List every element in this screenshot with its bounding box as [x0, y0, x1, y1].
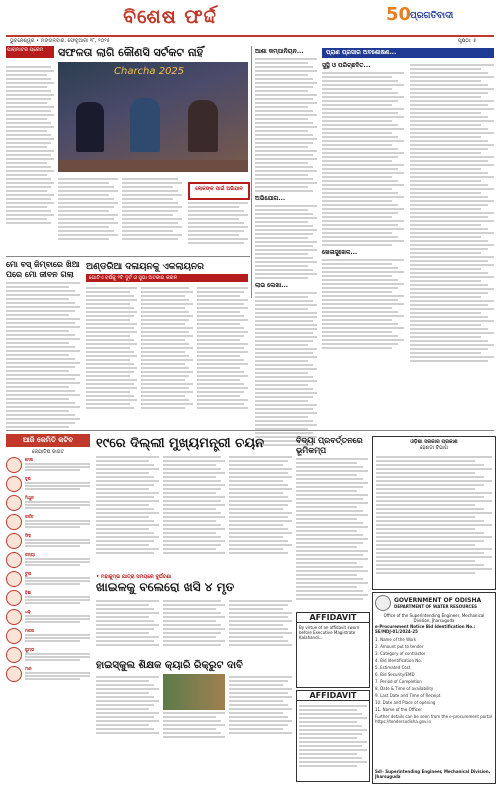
mid-left-headline: ମୋ ବସ୍ ଜିମ୍ବାରେ ଖିଆ ପରେ ମୋ ଜୀବନ ଗଲା	[6, 260, 80, 279]
right-top-headline: ପ୍ରାଣ ପ୍ରସାର ଅବଶୋଷଣ...	[326, 49, 397, 56]
sub-heading-c: ଲାଭ ଲେଖା...	[255, 282, 289, 289]
zodiac-sign-name: ବୃଷ	[25, 476, 31, 481]
mid-center-story	[86, 262, 248, 411]
hostel-story	[96, 660, 292, 740]
horoscope-entry	[6, 476, 90, 492]
zodiac-icon	[6, 533, 22, 549]
govt-notice-no: e-Procurement Notice Bid Identification No.: SE/MDJ-01/2024-25	[375, 624, 476, 634]
govt-item: 11. Name of the Officer	[375, 707, 422, 712]
divider	[251, 46, 252, 298]
govt-item: 5. Estimated Cost	[375, 665, 411, 670]
horoscope-entry	[6, 495, 90, 511]
lead-kicker-box	[6, 46, 54, 58]
govt-items	[373, 637, 495, 724]
lead-col-4	[188, 200, 248, 250]
govt-item: 1. Name of the Work	[375, 637, 417, 642]
govt-item: 9. Last Date and Time of Receipt	[375, 693, 441, 698]
mid-center-sub: ଗୋଟିଏ ବର୍ଷକୁ ୨ଟି ଦୁର୍ଟ ଓ ସୁଭା ଅଟକାଗ କରନ	[86, 274, 248, 282]
lead-badge	[188, 182, 250, 200]
section-title: ବିଶେଷ ଫର୍ଦ୍ଦ	[123, 6, 217, 28]
zodiac-sign-name: ବିଛା	[25, 590, 32, 595]
govt-item: 6. Bid Security/EMD	[375, 672, 415, 677]
stage-floor	[58, 160, 248, 172]
zodiac-icon	[6, 495, 22, 511]
hostel-photo	[163, 674, 226, 710]
zodiac-sign-name: କର୍କଟ	[25, 514, 34, 519]
dateline: ଭୁବନେଶ୍ୱର • ମଙ୍ଗଳବାର, ଫେବୃଆରୀ ୧୮, ୨୦୨୫	[10, 38, 110, 44]
tender-top-sub: ହେଣ୍ଡା ବିଭାଗ	[420, 445, 448, 451]
horoscope-list	[6, 457, 90, 682]
masthead-rule	[6, 35, 494, 37]
govt-item: 3. Category of contractor	[375, 651, 426, 656]
zodiac-icon	[6, 609, 22, 625]
right-col-b	[410, 62, 494, 364]
vidya-story	[296, 436, 368, 602]
horoscope-entry	[6, 609, 90, 625]
delhi-story	[96, 436, 292, 556]
zodiac-sign-name: ମେଷ	[25, 457, 33, 462]
zodiac-sign-name: ସିଂହ	[25, 533, 31, 538]
mid-left-story	[6, 260, 80, 430]
affidavit-label: AFFIDAVIT	[297, 613, 369, 623]
zodiac-icon	[6, 647, 22, 663]
affidavit-label-2: AFFIDAVIT	[297, 691, 369, 701]
page-number: ପୃଷ୍ଠା: ୫	[458, 38, 477, 44]
photo-caption: Charcha 2025	[114, 66, 185, 77]
horoscope-entry	[6, 552, 90, 568]
horoscope-entry	[6, 533, 90, 549]
horoscope-entry	[6, 514, 90, 530]
person-1	[76, 102, 104, 152]
govt-item: 7. Period of Completion	[375, 679, 422, 684]
zodiac-icon	[6, 552, 22, 568]
horoscope-entry	[6, 666, 90, 682]
lead-col-2	[58, 176, 118, 250]
govt-item: Further details can be seen from the e-procurement portal https://tendersodisha.gov.in	[375, 714, 492, 724]
horoscope-entry	[6, 457, 90, 473]
hostel-headline: ହାଇସ୍କୁଲ ଶିକ୍ଷକ କ୍ୟାରି ରିକ୍ରୁଟ ଦାବି	[96, 660, 243, 671]
zodiac-icon	[6, 628, 22, 644]
person-3	[188, 100, 218, 152]
zodiac-icon	[6, 514, 22, 530]
affidavit-ad-2	[296, 690, 370, 782]
zodiac-sign-name: ମୀନ	[25, 666, 32, 671]
zodiac-icon	[6, 476, 22, 492]
govt-seal-icon	[375, 595, 391, 611]
sub-heading-a: ଆଶା କମ୍ପାନିୟନ...	[255, 48, 304, 55]
anniversary-logo: 50	[386, 4, 412, 25]
govt-notice-ad	[372, 592, 496, 784]
right-top-banner	[322, 48, 494, 58]
govt-item: 2. Amount put to tender	[375, 644, 424, 649]
govt-item: 8. Date & Time of availability	[375, 686, 434, 691]
lead-photo	[58, 62, 248, 172]
accident-story	[96, 574, 292, 648]
horoscope-entry	[6, 590, 90, 606]
lead-col-1	[6, 64, 54, 249]
sub-col-c	[255, 310, 317, 448]
zodiac-icon	[6, 666, 22, 682]
divider	[6, 430, 494, 431]
govt-item: 10. Date and Place of opening	[375, 700, 436, 705]
tender-top-title: ଓଡ଼ିଶା ସରକାର ପ୍ରକାଶ	[410, 439, 458, 445]
zodiac-sign-name: କୁମ୍ଭ	[25, 647, 35, 652]
zodiac-sign-name: ତୁଳା	[25, 571, 32, 576]
govt-dept: DEPARTMENT OF WATER RESOURCES	[394, 604, 477, 609]
govt-office: Office of the Superintending Engineer, Mechanical Division, Jharsuguda	[383, 613, 485, 623]
govt-item: 4. Bid Identification No.	[375, 658, 422, 663]
affidavit-text: By virtue of an affidavit sworn before Executive Magistrate Kalahandi...	[299, 625, 360, 640]
zodiac-sign-name: କନ୍ୟା	[25, 552, 35, 557]
govt-sign: Sd/- Superintending Engineer, Mechanical Division, Jharsuguda	[375, 769, 491, 779]
right-subhead-1: ସୁସ୍ଥି ଓ ପରିଚ୍ଛଦିତ...	[322, 62, 371, 69]
lead-badge-text: ଲୋକଙ୍କ ପାଇଁ ଅଭିଯାନ	[195, 186, 243, 192]
vidya-headline: ବିଦ୍ୟା ପ୍ରବର୍ତ୍ତନରେ ଭୂମିକମ୍ପ	[296, 436, 363, 455]
govt-title: GOVERNMENT OF ODISHA	[394, 597, 482, 604]
horoscope-entry	[6, 571, 90, 587]
sub-heading-b: ଅଭିଯୋଗ...	[255, 195, 286, 202]
zodiac-icon	[6, 590, 22, 606]
zodiac-icon	[6, 571, 22, 587]
lead-kicker: ପାରାମାଟର ପ୍ରେମ	[7, 47, 44, 53]
accident-headline: ଖାଇଳକୁ ବଲେରୋ ଖସି ୪ ମୃତ	[96, 580, 235, 594]
zodiac-icon	[6, 457, 22, 473]
horoscope-entry	[6, 628, 90, 644]
right-col-a	[322, 62, 404, 351]
horoscope-box	[6, 434, 90, 784]
delhi-headline: ୧୯ରେ ଦିଲ୍ଲୀ ମୁଖ୍ୟମନ୍ତ୍ରୀ ଚୟନ	[96, 436, 265, 451]
right-subhead-2: ଖେଳାସୁଖେଳ...	[322, 249, 358, 256]
mid-center-headline: ଅଣ୍ଡରିଆ ଦଳାୟନକୁ ଏକଲାୟନର	[86, 262, 204, 272]
accident-kicker: • ମହାକୁମ୍ଭ ଯାତ୍ରା ସମୟରେ ଦୁର୍ଘଟଣା	[96, 574, 172, 580]
tender-ad-top	[372, 436, 496, 590]
lead-headline: ସଫଳତା ଲାଗି କୌଣସି ସର୍ଟକଟ ନାହିଁ	[58, 46, 204, 59]
zodiac-sign-name: ମକର	[25, 628, 34, 633]
lead-col-3	[122, 176, 182, 250]
brand-logo: ପ୍ରଗତିବାଦୀ	[410, 11, 454, 21]
masthead	[0, 0, 500, 44]
zodiac-sign-name: ମିଥୁନ	[25, 495, 34, 500]
divider	[6, 256, 250, 257]
person-2	[130, 98, 160, 152]
horoscope-entry	[6, 647, 90, 663]
sub-col-a	[255, 48, 317, 332]
horoscope-byline: ଜ୍ୟୋତିଷ ଜାଗତ	[31, 449, 65, 455]
affidavit-ad-1	[296, 612, 370, 688]
zodiac-sign-name: ଧନୁ	[25, 609, 31, 614]
horoscope-title: ଆଜି କେମିତି କଟିବ	[6, 434, 90, 447]
